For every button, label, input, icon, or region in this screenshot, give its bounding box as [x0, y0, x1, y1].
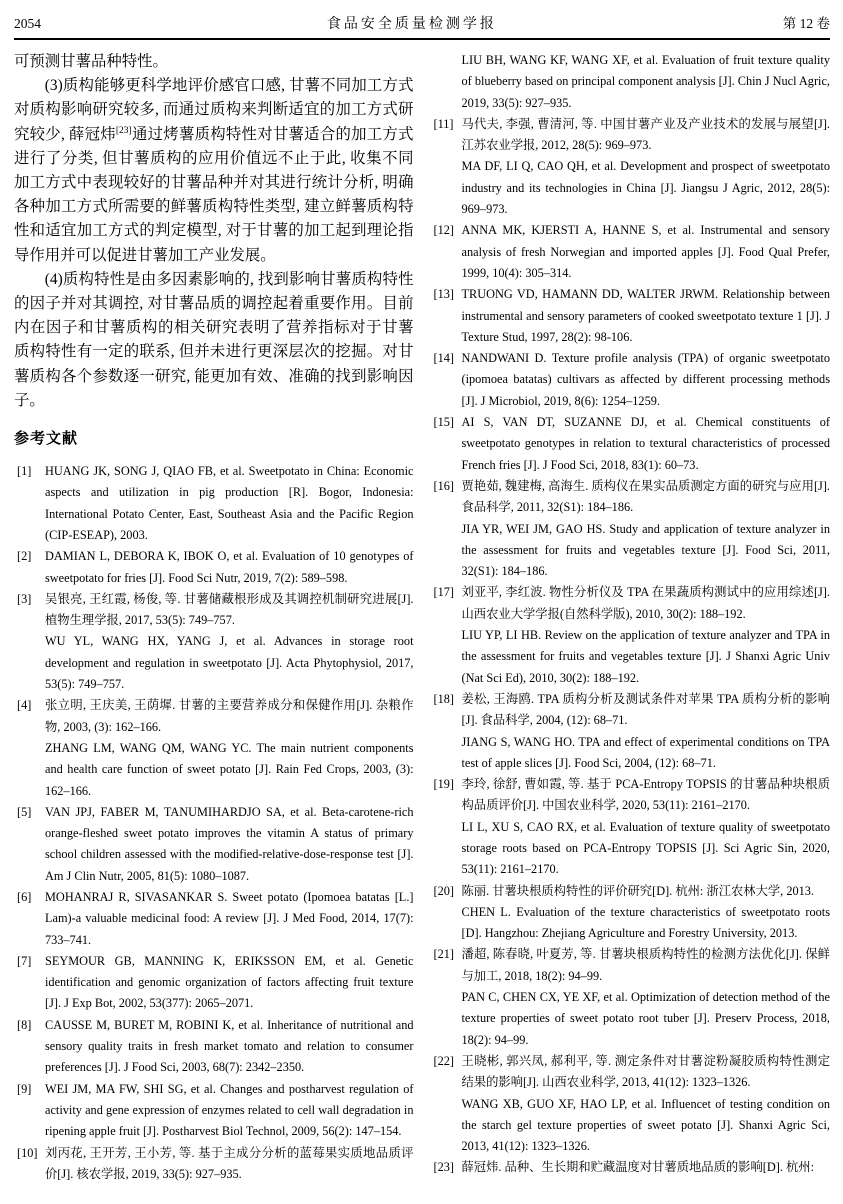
- reference-text: CAUSSE M, BURET M, ROBINI K, et al. Inheritance of nutritional and sensory quality traits in fresh market tomato and relation to consumer preferences [J]. J Food Sci, 2003, 68(7): 2342–2350.: [45, 1017, 414, 1075]
- page-number: 2054: [14, 16, 41, 31]
- reference-number: [10]: [17, 1145, 38, 1160]
- reference-parts: [462, 284, 831, 348]
- reference-parts: [462, 689, 831, 774]
- reference-number: [14]: [433, 351, 454, 366]
- reference-parts: [45, 461, 414, 546]
- reference-parts: [45, 1079, 414, 1143]
- paragraph-text: 通过烤薯质构特性对甘薯适合的加工方式进行了分类, 但甘薯质构的应用价值远不止于此, 收集不同加工方式中表现较好的甘薯品种并对其进行统计分析, 明确各种加工方式所需要的鲜薯质构特性类型, 建立鲜薯质构特性和适宜加工方式的判定模型, 对于甘薯的加工起到理论指导作用并可以促进甘薯加工产业发展。: [14, 125, 414, 264]
- reference-number: [7]: [17, 953, 32, 968]
- reference-parts: [462, 412, 831, 476]
- reference-parts: [462, 582, 831, 688]
- reference-number: [22]: [433, 1053, 454, 1068]
- reference-text: LIU BH, WANG KF, WANG XF, et al. Evaluation of fruit texture quality of blueberry based on principal component analysis [J]. Chin J Nucl Agric, 2019, 33(5): 927–935.: [461, 53, 830, 110]
- reference-parts: [45, 589, 414, 695]
- reference-number: [9]: [17, 1081, 32, 1096]
- reference-number: [23]: [433, 1160, 454, 1175]
- volume-label: 第 12 卷: [782, 16, 830, 31]
- two-column-layout: [14, 50, 830, 1204]
- reference-text: 马代夫, 李强, 曹清河, 等. 中国甘薯产业及产业技术的发展与展望[J]. 江苏农业学报, 2012, 28(5): 969–973.: [461, 116, 830, 153]
- reference-text: 吴银亮, 王红霞, 杨俊, 等. 甘薯储藏根形成及其调控机制研究进展[J]. 植物生理学报, 2017, 53(5): 749–757.: [45, 591, 414, 628]
- reference-parts: [45, 1143, 414, 1186]
- reference-text: ANNA MK, KJERSTI A, HANNE S, et al. Instrumental and sensory analysis of fresh Norwegian and imported apples [J]. Food Qual Prefer, 1999, 10(4): 305–314.: [461, 223, 830, 280]
- reference-item: [431, 1051, 831, 1157]
- reference-parts: [462, 1051, 831, 1157]
- reference-item: [14, 461, 414, 546]
- left-column: [14, 50, 414, 1204]
- citation-superscript: [23]: [115, 125, 132, 136]
- reference-number: [12]: [433, 223, 454, 238]
- reference-text: 张立明, 王庆美, 王荫墀. 甘薯的主要营养成分和保健作用[J]. 杂粮作物, 2003, (3): 162–166.: [45, 698, 414, 734]
- reference-text: JIA YR, WEI JM, GAO HS. Study and application of texture analyzer in the assessment for fruits and vegetables texture [J]. Food Sci, 2011, 32(S1): 184–186.: [461, 521, 830, 579]
- reference-text: JIANG S, WANG HO. TPA and effect of experimental conditions on TPA test of apple slices [J]. Food Sci, 2004, (12): 68–71.: [461, 734, 830, 770]
- reference-text: 李玲, 徐舒, 曹如霞, 等. 基于 PCA-Entropy TOPSIS 的甘薯品种块根质构品质评价[J]. 中国农业科学, 2020, 53(11): 2161–2170.: [461, 777, 830, 813]
- reference-item: [431, 348, 831, 412]
- reference-parts: [45, 1015, 414, 1079]
- reference-item: [431, 476, 831, 582]
- reference-text: TRUONG VD, HAMANN DD, WALTER JRWM. Relationship between instrumental and sensory parameters of cooked sweetpotato texture 1 [J]. J Texture Stud, 1997, 28(2): 98-106.: [461, 287, 830, 344]
- reference-text: 薛冠炜. 品种、生长期和贮藏温度对甘薯质地品质的影响[D]. 杭州:: [461, 1160, 815, 1175]
- reference-parts: [462, 50, 831, 114]
- reference-item: [431, 689, 831, 774]
- reference-number: [1]: [17, 464, 32, 479]
- reference-number: [20]: [433, 883, 454, 898]
- reference-parts: [45, 802, 414, 887]
- reference-item: [14, 1079, 414, 1143]
- reference-text: 贾艳茹, 魏建梅, 高海生. 质构仪在果实品质测定方面的研究与应用[J]. 食品科学, 2011, 32(S1): 184–186.: [461, 478, 830, 515]
- reference-item: [431, 774, 831, 880]
- references-list-right: [431, 50, 831, 1179]
- reference-text: 姜松, 王海鸥. TPA 质构分析及测试条件对苹果 TPA 质构分析的影响[J]. 食品科学, 2004, (12): 68–71.: [461, 691, 830, 728]
- reference-number: [17]: [433, 585, 454, 600]
- reference-item: [14, 589, 414, 695]
- reference-text: 刘亚平, 李红波. 物性分析仪及 TPA 在果蔬质构测试中的应用综述[J]. 山西农业大学学报(自然科学版), 2010, 30(2): 188–192.: [461, 585, 830, 621]
- reference-item: [431, 1157, 831, 1178]
- reference-item: [14, 802, 414, 887]
- reference-text: 王晓彬, 郭兴凤, 郝利平, 等. 测定条件对甘薯淀粉凝胶质构特性测定结果的影响[J]. 山西农业科学, 2013, 41(12): 1323–1326.: [461, 1053, 830, 1090]
- reference-item: [14, 951, 414, 1015]
- reference-item: [431, 114, 831, 220]
- references-list-left: [14, 461, 414, 1185]
- reference-item: [14, 887, 414, 951]
- journal-title: 食品安全质量检测学报: [326, 17, 497, 32]
- reference-parts: [462, 944, 831, 1050]
- reference-text: 陈丽. 甘薯块根质构特性的评价研究[D]. 杭州: 浙江农林大学, 2013.: [461, 883, 815, 898]
- reference-text: PAN C, CHEN CX, YE XF, et al. Optimization of detection method of the texture properties of sweet potato root tuber [J]. Preserv Process, 2018, 18(2): 94–99.: [461, 990, 830, 1047]
- reference-number: [18]: [433, 691, 454, 706]
- reference-item: [431, 412, 831, 476]
- reference-text: 潘超, 陈春晓, 叶夏芳, 等. 甘薯块根质构特性的检测方法优化[J]. 保鲜与加工, 2018, 18(2): 94–99.: [461, 947, 830, 983]
- right-column: [431, 50, 831, 1204]
- reference-text: AI S, VAN DT, SUZANNE DJ, et al. Chemical constituents of sweetpotato genotypes in relation to textural characteristics of processed French fries [J]. J Food Sci, 2018, 83(1): 60–73.: [461, 415, 830, 472]
- paragraph-text: (3)质构能够更科学地评价感官口感, 甘薯不同加工方式对质构影响研究较多, 而通过质构来判断适宜的加工方式研究较少, 薛冠炜: [14, 77, 414, 143]
- reference-parts: [462, 476, 831, 582]
- reference-text: ZHANG LM, WANG QM, WANG YC. The main nutrient components and health care function of sweet potato [J]. Rain Fed Crops, 2003, (3): 162–166.: [45, 740, 414, 798]
- reference-number: [3]: [17, 591, 32, 606]
- references-heading: 参考文献: [14, 430, 79, 448]
- reference-number: [19]: [433, 777, 454, 792]
- reference-number: [6]: [17, 889, 32, 904]
- running-head: [14, 12, 830, 33]
- reference-number: [21]: [433, 947, 454, 962]
- reference-parts: [462, 774, 831, 880]
- reference-text: DAMIAN L, DEBORA K, IBOK O, et al. Evaluation of 10 genotypes of sweetpotato for fries [J]. Food Sci Nutr, 2019, 7(2): 589–598.: [45, 549, 414, 585]
- reference-item: [14, 1143, 414, 1186]
- reference-number: [11]: [433, 116, 454, 131]
- reference-number: [4]: [17, 698, 32, 713]
- reference-text: MOHANRAJ R, SIVASANKAR S. Sweet potato (Ipomoea batatas [L.] Lam)-a valuable medicinal food: A review [J]. J Med Food, 2014, 17(7): 733–741.: [45, 889, 414, 947]
- reference-number: [15]: [433, 415, 454, 430]
- reference-text: CHEN L. Evaluation of the texture characteristics of sweetpotato roots [D]. Hangzhou: Zhejiang Agriculture and Forestry University, 2013.: [461, 904, 830, 941]
- reference-number: [16]: [433, 478, 454, 493]
- reference-text: WANG XB, GUO XF, HAO LP, et al. Influencet of testing condition on the starch gel texture properties of sweet potato [J]. Shanxi Agric Sci, 2013, 41(12): 1323–1326.: [461, 1096, 830, 1154]
- reference-parts: [462, 1157, 831, 1178]
- body-paragraph: [14, 74, 414, 268]
- header-rule: [14, 38, 830, 40]
- reference-item: [431, 881, 831, 945]
- reference-parts: [462, 348, 831, 412]
- reference-text: VAN JPJ, FABER M, TANUMIHARDJO SA, et al. Beta-carotene-rich orange-fleshed sweet potato improves the vitamin A status of primary school children assessed with the modified-relative-dose-response test [J]. Am J Clin Nutr, 2005, 81(5): 1080–1087.: [45, 804, 414, 883]
- reference-text: LI L, XU S, CAO RX, et al. Evaluation of texture quality of sweetpotato storage roots based on PCA-Entropy TOPSIS [J]. Sci Agric Sin, 2020, 53(11): 2161–2170.: [461, 819, 830, 877]
- reference-text: 刘丙花, 王开芳, 王小芳, 等. 基于主成分分析的蓝莓果实质地品质评价[J]. 核农学报, 2019, 33(5): 927–935.: [45, 1145, 414, 1181]
- reference-item: [431, 220, 831, 284]
- reference-parts: [45, 951, 414, 1015]
- reference-text: NANDWANI D. Texture profile analysis (TPA) of organic sweetpotato (ipomoea batatas) cultivars as affected by different processing methods [J]. J Microbiol, 2019, 8(6): 1254–1259.: [461, 351, 830, 408]
- reference-parts: [462, 881, 831, 945]
- reference-parts: [45, 546, 414, 589]
- reference-number: [5]: [17, 804, 32, 819]
- reference-text: HUANG JK, SONG J, QIAO FB, et al. Sweetpotato in China: Economic aspects and utilization in pig production [R]. Bogor, Indonesia: International Potato Center, East, Southeast Asia and the Pacific Region (CIP-ESEAP), 2003.: [45, 464, 414, 542]
- reference-parts: [45, 887, 414, 951]
- reference-item: [431, 582, 831, 688]
- reference-text: WEI JM, MA FW, SHI SG, et al. Changes and postharvest regulation of activity and gene expression of enzymes related to cell wall degradation in ripening apple fruit [J]. Postharvest Biol Technol, 2009, 56(2): 147–154.: [45, 1081, 414, 1139]
- body-paragraph: (4)质构特性是由多因素影响的, 找到影响甘薯质构特性的因子并对其调控, 对甘薯品质的调控起着重要作用。目前内在因子和甘薯质构的相关研究表明了营养指标对于甘薯质构特性有一定的联系, 但并未进行更深层次的挖掘。对甘薯质构各个参数逐一研究, 能更加有效、准确的找到影响因子。: [14, 270, 414, 409]
- reference-item: [431, 50, 831, 114]
- reference-text: LIU YP, LI HB. Review on the application of texture analyzer and TPA in the assessment for fruits and vegetables texture [J]. J Shanxi Agric Univ (Nat Sci Ed), 2010, 30(2): 188–192.: [461, 628, 830, 685]
- reference-parts: [462, 114, 831, 220]
- reference-parts: [462, 220, 831, 284]
- reference-item: [14, 695, 414, 801]
- reference-text: MA DF, LI Q, CAO QH, et al. Development and prospect of sweetpotato industry and its technologies in China [J]. Jiangsu J Agric, 2012, 28(5): 969–973.: [461, 159, 830, 217]
- reference-item: [14, 546, 414, 589]
- reference-number: [8]: [17, 1017, 32, 1032]
- reference-number: [13]: [433, 287, 454, 302]
- reference-item: [14, 1015, 414, 1079]
- reference-item: [431, 944, 831, 1050]
- reference-parts: [45, 695, 414, 801]
- reference-text: WU YL, WANG HX, YANG J, et al. Advances in storage root development and regulation in sweetpotato [J]. Acta Phytophysiol, 2017, 53(5): 749–757.: [45, 634, 414, 692]
- reference-number: [2]: [17, 549, 32, 564]
- body-paragraph: 可预测甘薯品种特性。: [14, 53, 168, 70]
- reference-text: SEYMOUR GB, MANNING K, ERIKSSON EM, et al. Genetic identification and genomic organization of factors affecting fruit texture [J]. J Exp Bot, 2002, 53(377): 2065–2071.: [45, 953, 414, 1011]
- reference-item: [431, 284, 831, 348]
